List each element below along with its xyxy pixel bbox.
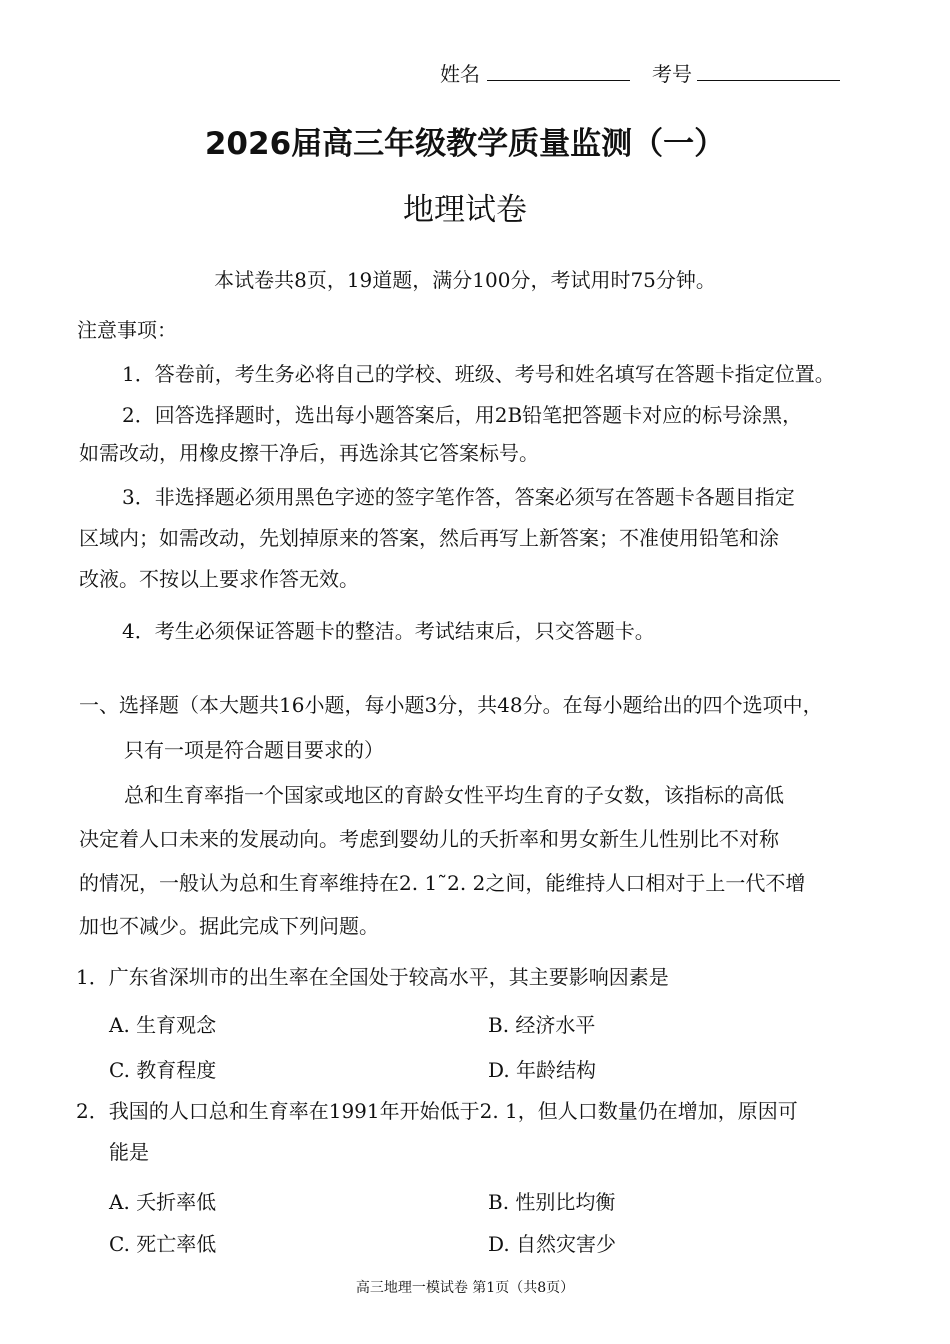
note-line: 1．答卷前，考生务必将自己的学校、班级、考号和姓名填写在答题卡指定位置。 <box>122 362 835 386</box>
option-a[interactable]: A. 生育观念 <box>109 1013 217 1037</box>
question-2-stem: 2．我国的人口总和生育率在1991年开始低于2. 1，但人口数量仍在增加，原因可 <box>76 1099 798 1123</box>
note-line: 4．考生必须保证答题卡的整洁。考试结束后，只交答题卡。 <box>122 619 655 643</box>
option-d[interactable]: D. 自然灾害少 <box>488 1232 617 1256</box>
option-a[interactable]: A. 夭折率低 <box>109 1190 217 1214</box>
question-2-stem-cont: 能是 <box>109 1140 149 1164</box>
note-line: 3．非选择题必须用黑色字迹的签字笔作答，答案必须写在答题卡各题目指定 <box>122 485 795 509</box>
note-line: 2．回答选择题时，选出每小题答案后，用2B铅笔把答题卡对应的标号涂黑， <box>122 403 803 427</box>
exam-title <box>0 118 930 163</box>
passage-line: 的情况，一般认为总和生育率维持在2. 1˜2. 2之间，能维持人口相对于上一代不增 <box>79 871 806 895</box>
passage-line: 决定着人口未来的发展动向。考虑到婴幼儿的夭折率和男女新生儿性别比不对称 <box>79 827 779 851</box>
name-label: 姓名 <box>440 62 480 86</box>
note-line: 如需改动，用橡皮擦干净后，再选涂其它答案标号。 <box>79 441 539 465</box>
question-1-stem: 1．广东省深圳市的出生率在全国处于较高水平，其主要影响因素是 <box>76 965 669 989</box>
option-c[interactable]: C. 教育程度 <box>109 1058 217 1082</box>
passage-line: 总和生育率指一个国家或地区的育龄女性平均生育的子女数，该指标的高低 <box>124 783 784 807</box>
exam-number-label: 考号 <box>652 62 692 86</box>
passage-line: 加也不减少。据此完成下列问题。 <box>79 914 379 938</box>
exam-title-text: 届高三年级教学质量监测（一） <box>291 126 726 162</box>
option-c[interactable]: C. 死亡率低 <box>109 1232 217 1256</box>
note-line: 改液。不按以上要求作答无效。 <box>79 567 359 591</box>
exam-number-field-line[interactable] <box>697 80 840 81</box>
name-field-line[interactable] <box>487 80 630 81</box>
section-heading: 一、选择题（本大题共16小题，每小题3分，共48分。在每小题给出的四个选项中， <box>79 693 823 717</box>
section-heading-cont: 只有一项是符合题目要求的） <box>124 738 384 762</box>
option-d[interactable]: D. 年龄结构 <box>488 1058 597 1082</box>
exam-info: 本试卷共8页，19道题，满分100分，考试用时75分钟。 <box>214 268 716 292</box>
exam-year: 2026 <box>204 126 292 162</box>
note-line: 区域内；如需改动，先划掉原来的答案，然后再写上新答案；不准使用铅笔和涂 <box>79 526 779 550</box>
subject-title: 地理试卷 <box>403 192 527 228</box>
option-b[interactable]: B. 经济水平 <box>488 1013 596 1037</box>
notes-title: 注意事项： <box>77 318 177 342</box>
page-footer: 高三地理一模试卷 第1页（共8页） <box>355 1280 575 1296</box>
option-b[interactable]: B. 性别比均衡 <box>488 1190 616 1214</box>
